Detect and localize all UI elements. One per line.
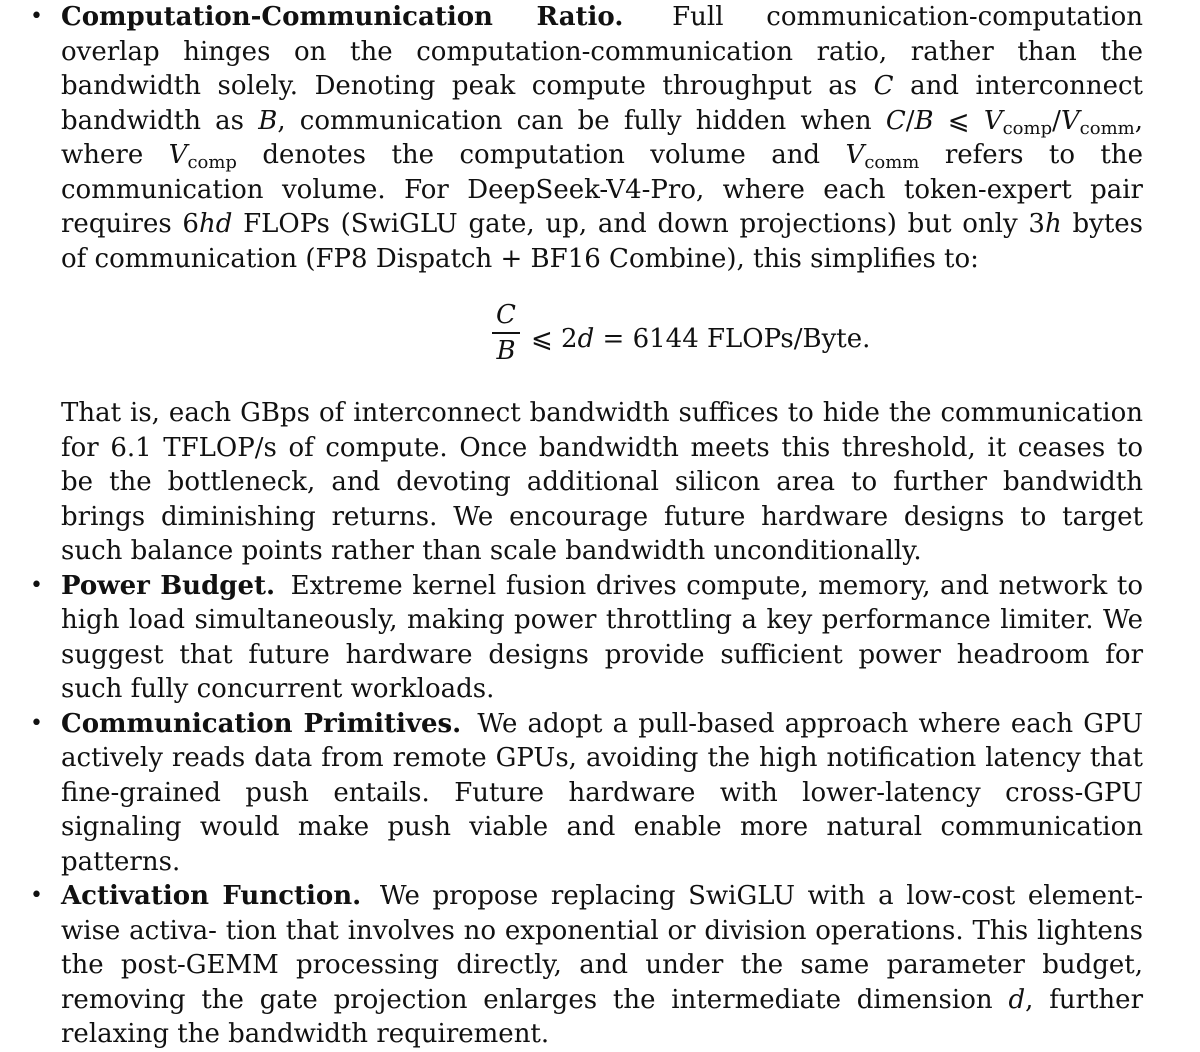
var-d: d (577, 324, 595, 354)
var-v: V (168, 140, 188, 170)
body-text: denotes the computation volume and (236, 140, 846, 170)
slash: / (905, 105, 915, 136)
body-text: , further relaxing the bandwidth requirement. (61, 984, 1143, 1049)
list-item-communication-primitives (0, 707, 1200, 880)
fraction-numerator: C (496, 300, 516, 330)
bullet-icon: • (30, 710, 43, 736)
body-text: Extreme kernel fusion drives compute, memory, and network to high load simultaneously, making power throttling a key performance limiter. We suggest that future hardware designs provide sufficient power headroom for such fully concurrent workloads. (61, 570, 1144, 704)
var-b: B (914, 105, 934, 136)
equation-relation: ⩽ 2 (531, 324, 578, 354)
var-v: V (983, 105, 1003, 136)
list-item-power-budget (0, 569, 1200, 707)
var-b: B (258, 105, 278, 136)
item-heading: Computation-Communication Ratio. (61, 2, 624, 32)
var-c: C (873, 71, 894, 101)
subscript-comm: comm (864, 152, 920, 173)
var-hd: hd (198, 209, 233, 239)
bullet-icon: • (30, 883, 43, 908)
fraction-bar (492, 332, 520, 334)
var-h: h (1044, 209, 1062, 239)
body-text: , communication can be fully hidden when (277, 105, 886, 136)
body-text: refers to the communication volume. For DeepSeek-V4-Pro, where each token-expert pair requires 6 (61, 140, 1143, 239)
item-heading: Communication Primitives. (61, 708, 462, 739)
body-text: We adopt a pull-based approach where each GPU actively reads data from remote GPUs, avoiding the high notification latency that fine-grained push entails. Future hardware with lower-latency cross-GPU signaling would make push viable and enable more natural communication patterns. (61, 708, 1143, 877)
fraction-denominator: B (496, 335, 516, 366)
body-text: Full communication-computation overlap hinges on the computation-communication ratio, rather than the bandwidth solely. Denoting peak compute throughput as (61, 2, 1143, 101)
var-v: V (1060, 105, 1080, 136)
var-d: d (1008, 984, 1026, 1015)
subscript-comp: comp (187, 152, 237, 173)
display-equation (61, 276, 1143, 396)
item-heading: Activation Function. (61, 881, 362, 911)
body-text: , where (61, 105, 1143, 170)
item-heading: Power Budget. (61, 570, 276, 601)
fraction-c-over-b (486, 300, 526, 366)
bullet-icon: • (30, 572, 43, 598)
list-item-activation-function (0, 879, 1200, 1052)
equation-value: = 6144 FLOPs/Byte. (594, 324, 871, 354)
bullet-icon: • (30, 4, 43, 29)
subscript-comm: comm (1079, 117, 1135, 139)
leq-symbol: ⩽ (933, 105, 984, 136)
continuation-paragraph: That is, each GBps of interconnect bandwidth suffices to hide the communication for 6.1 TFLOP/s of compute. Once bandwidth meets this threshold, it ceases to be the bottleneck, and devoting additional silicon area to further bandwidth brings diminishing returns. We encourage future hardware designs to target such balance points rather than scale bandwidth unconditionally. (61, 398, 1143, 566)
var-c: C (885, 105, 906, 136)
body-text: We propose replacing SwiGLU with a low-cost element-wise activa- tion that involves no exponential or division operations. This lightens the post-GEMM processing directly, and under the same parameter budget, removing the gate projection enlarges the intermediate dimension (61, 881, 1143, 1015)
equation-rhs (531, 322, 870, 356)
body-text: and interconnect bandwidth as (61, 71, 1143, 136)
body-text: bytes of communication (FP8 Dispatch + BF16 Combine), this simplifies to: (61, 209, 1143, 274)
body-text: FLOPs (SwiGLU gate, up, and down projections) but only 3 (232, 209, 1045, 239)
var-v: V (845, 140, 865, 170)
subscript-comp: comp (1002, 117, 1053, 139)
slash: / (1052, 105, 1061, 136)
